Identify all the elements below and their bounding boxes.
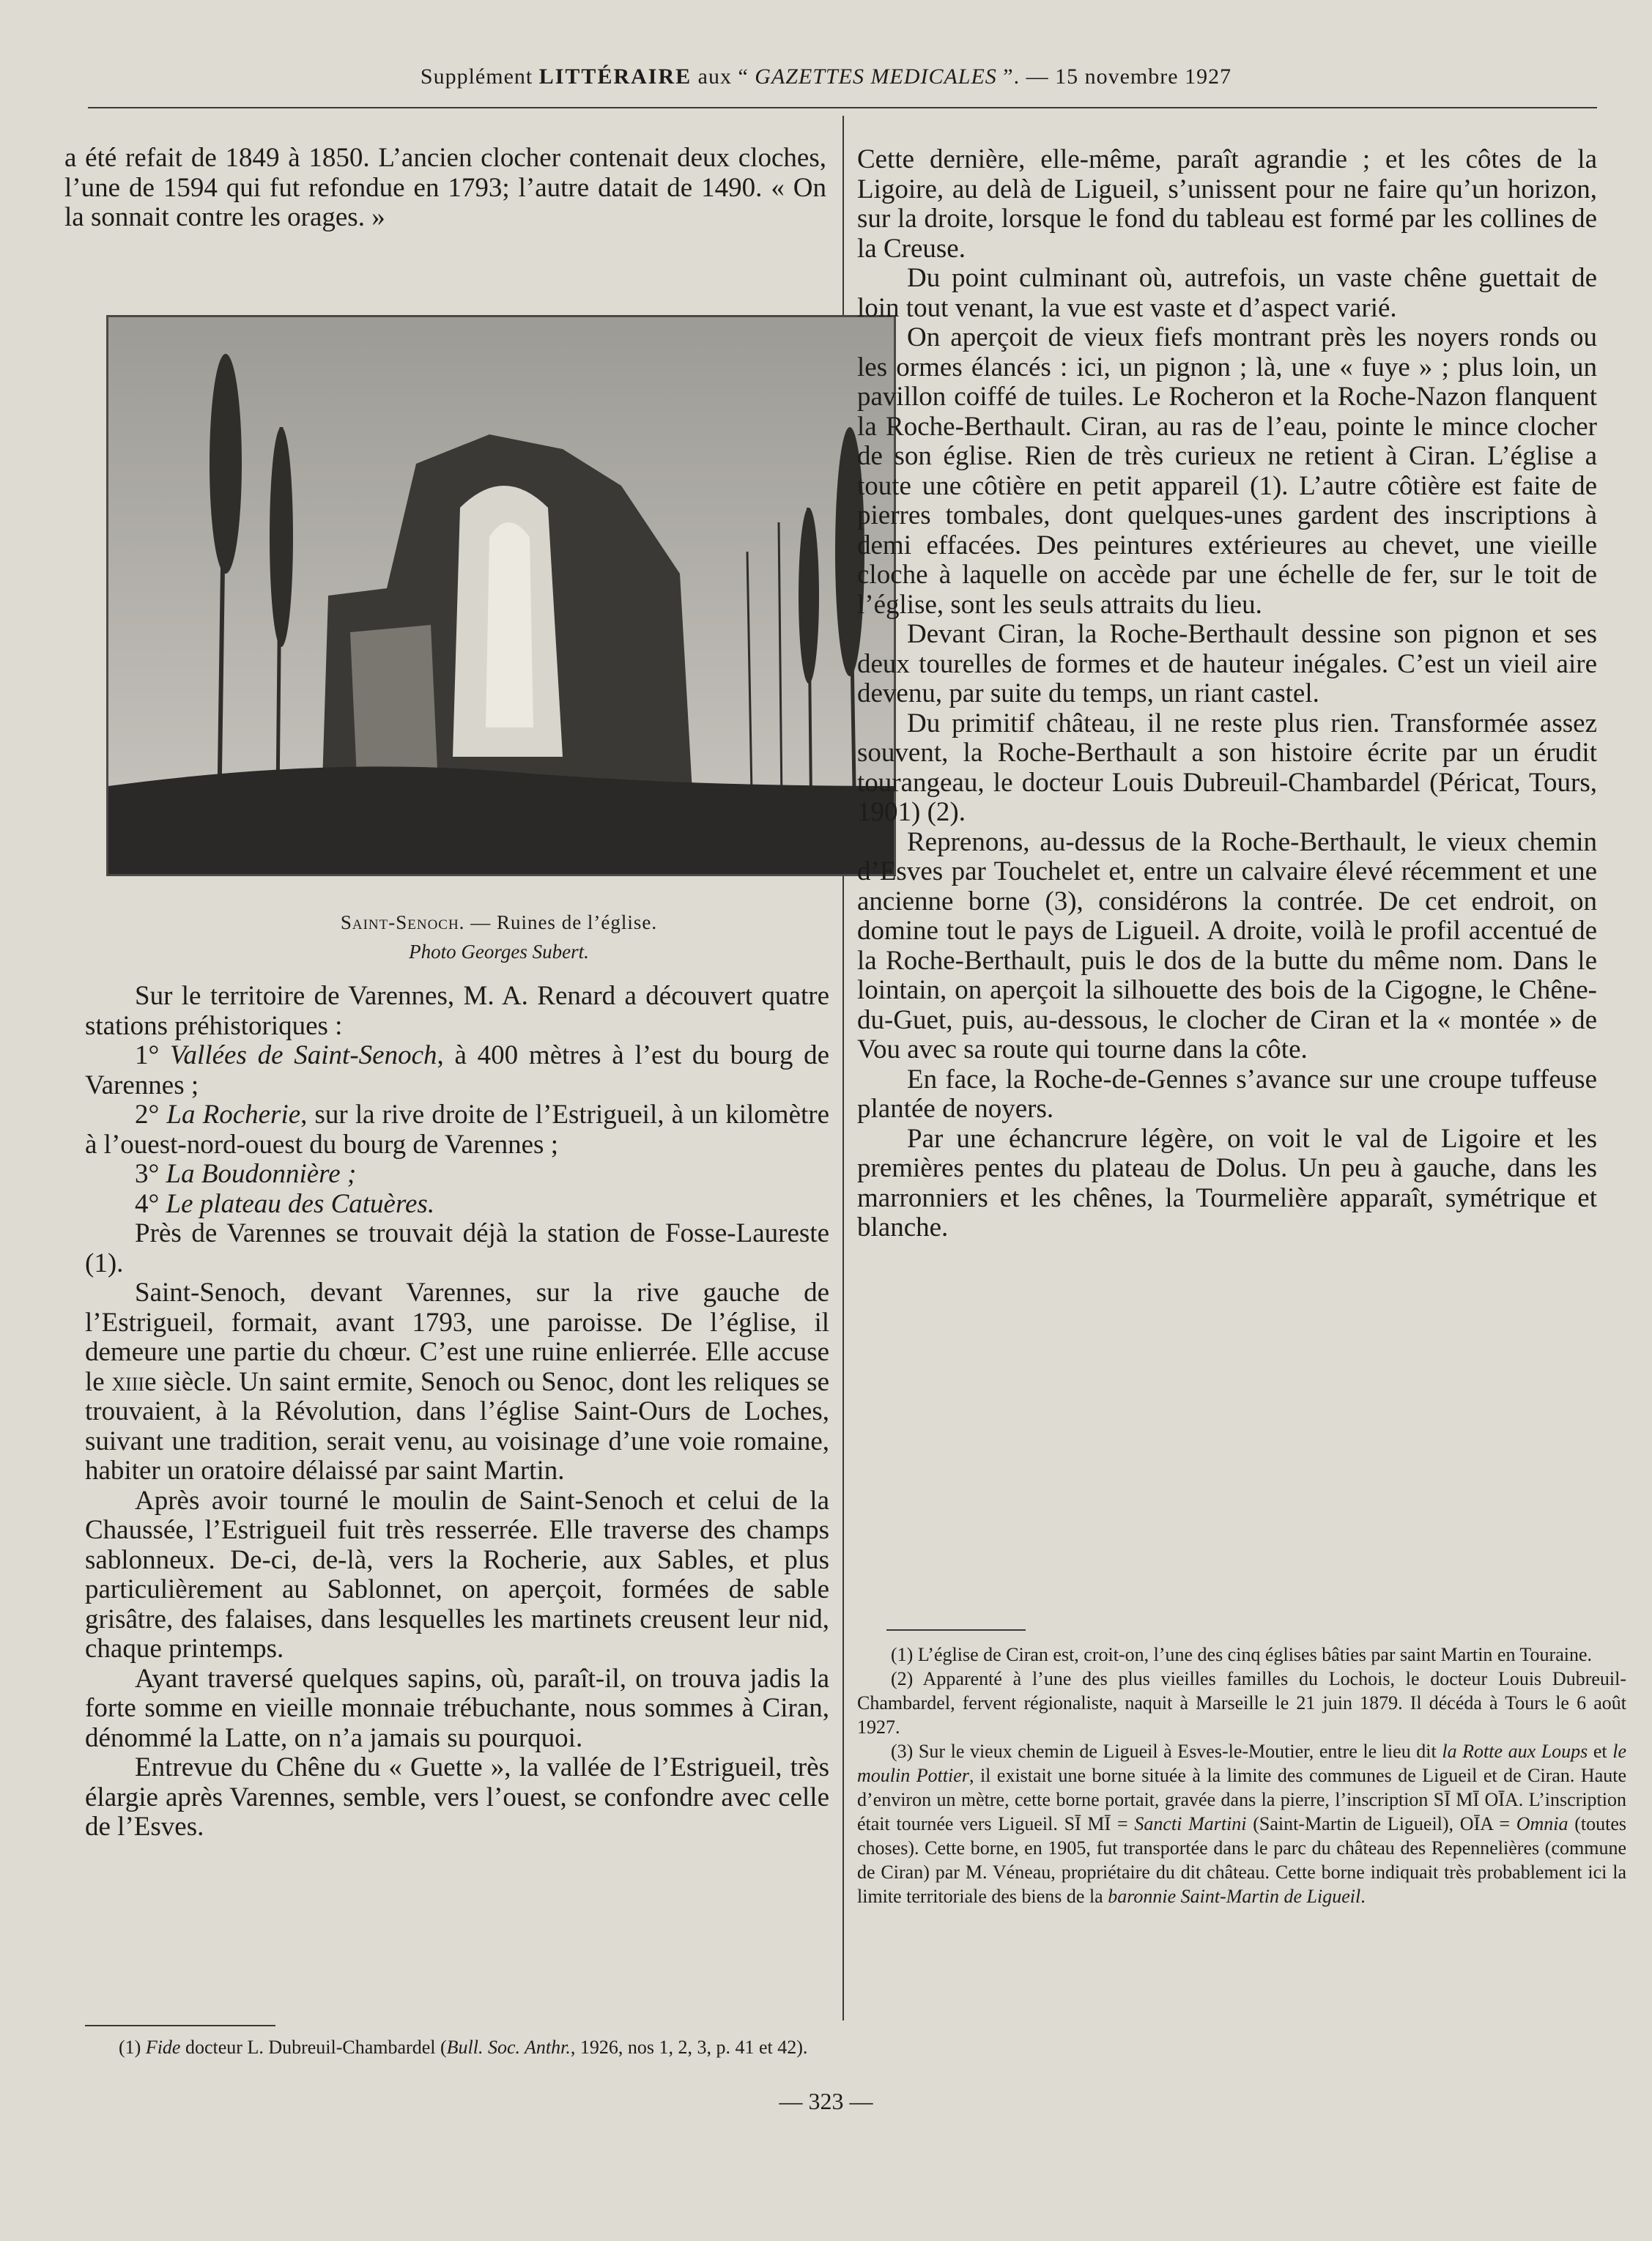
text-run: Sancti Martini bbox=[1134, 1813, 1247, 1834]
list-item bbox=[85, 1190, 829, 1220]
paragraph: On aperçoit de vieux fiefs montrant près les noyers ronds ou les ormes élancés : ici, un pignon ; là, une « fuye » ; plus loin, un pavillon coiffé de tuiles. Le Rocheron et la Roche-Nazon flanquent la Roche-Berthault. Ciran, au ras de l’eau, pointe le mince clocher de son église. Rien de très curieux ne retient à Ciran. L’église a toute une côtière en petit appareil (1). L’autre côtière est faite de pierres tombales, dont quelques-unes gardent des inscriptions à demi effacées. Des peintures extérieures au chevet, une vieille cloche à laquelle on accède par une échelle de fer, sur le toit de l’église, sont les seuls attraits du lieu. bbox=[857, 322, 1597, 620]
footnote-rule-left bbox=[85, 2025, 275, 2026]
list-item bbox=[85, 1100, 829, 1160]
page-number: — 323 — bbox=[779, 2088, 873, 2114]
list-label: 1° bbox=[135, 1040, 171, 1070]
church-ruin-photo bbox=[106, 315, 896, 876]
list-text: , sur la rive droite de l’Estrigueil, à un kilomètre à l’ouest-nord-ouest du bourg de Varennes ; bbox=[85, 1100, 830, 1160]
text-run: et bbox=[1588, 1741, 1613, 1762]
list-place: La Rocherie bbox=[166, 1100, 301, 1130]
left-top-paragraph: a été refait de 1849 à 1850. L’ancien clocher contenait deux cloches, l’une de 1594 qui fut refondue en 1793; l’autre datait de 1490. « On la sonnait contre les orages. » bbox=[64, 143, 826, 232]
photo-credit: Photo Georges Subert. bbox=[409, 941, 589, 963]
text-run: , 1926, nos 1, 2, 3, p. 41 et 42). bbox=[570, 2037, 808, 2058]
text-run: Bull. Soc. Anthr. bbox=[446, 2037, 571, 2058]
footnote: (2) Apparenté à l’une des plus vieilles familles du Lochois, le docteur Louis Dubreuil-Chambardel, fervent régionaliste, naquit à Marseille le 21 juin 1879. Il décéda à Tours le 6 août 1927. bbox=[857, 1668, 1626, 1738]
text-run: (1) bbox=[119, 2037, 146, 2058]
paragraph: Devant Ciran, la Roche-Berthault dessine son pignon et ses deux tourelles de formes et de hauteur inégales. C’est un vieil aire devenu, par suite du temps, un riant castel. bbox=[857, 619, 1597, 708]
text-run: (3) Sur le vieux chemin de Ligueil à Esves-le-Moutier, entre le lieu dit bbox=[891, 1741, 1442, 1762]
paragraph: Ayant traversé quelques sapins, où, paraît-il, on trouva jadis la forte somme en vieille monnaie trébuchante, nous sommes à Ciran, dénommé la Latte, on n’a jamais su pourquoi. bbox=[85, 1663, 829, 1753]
footnotes-right bbox=[857, 1642, 1626, 1908]
footnote bbox=[857, 1739, 1626, 1908]
left-column-top bbox=[64, 144, 826, 233]
header-prefix: Supplément bbox=[420, 64, 539, 89]
text-run: (Saint-Martin de Ligueil), OĪA = bbox=[1246, 1813, 1516, 1834]
list-label: 2° bbox=[135, 1100, 167, 1130]
page-header bbox=[0, 64, 1652, 89]
paragraph: Cette dernière, elle-même, paraît agrandie ; et les côtes de la Ligoire, au delà de Ligueil, s’unissent pour ne faire qu’un horizon, sur la droite, lorsque le fond du tableau est formé par les collines de la Creuse. bbox=[857, 144, 1597, 264]
text-run: Omnia bbox=[1516, 1813, 1568, 1834]
paragraph: Par une échancrure légère, on voit le val de Ligoire et les premières pentes du plateau de Dolus. Un peu à gauche, dans les marronniers et les chênes, la Tourmelière apparaît, symétrique et blanche. bbox=[857, 1123, 1597, 1242]
photo-illustration bbox=[108, 317, 894, 874]
paragraph: Près de Varennes se trouvait déjà la station de Fosse-Laureste (1). bbox=[85, 1218, 829, 1278]
header-gazettes: GAZETTES MEDICALES bbox=[755, 64, 997, 89]
caption-place: Saint-Senoch. bbox=[340, 911, 465, 933]
paragraph: Entrevue du Chêne du « Guette », la vallée de l’Estrigueil, très élargie après Varennes, semble, vers l’ouest, se confondre avec celle de l’Esves. bbox=[85, 1752, 829, 1842]
column-divider-bottom bbox=[842, 995, 844, 2020]
list-text: , à 400 mètres à l’est du bourg de Varennes ; bbox=[85, 1040, 829, 1100]
footnote bbox=[85, 2035, 832, 2059]
text-run: le moulin Pottier bbox=[857, 1741, 1626, 1786]
text-run: . bbox=[1360, 1886, 1366, 1907]
photo-caption bbox=[106, 911, 892, 934]
header-litteraire: LITTÉRAIRE bbox=[538, 64, 692, 89]
footnote: (1) L’église de Ciran est, croit-on, l’une des cinq églises bâties par saint Martin en Touraine. bbox=[891, 1644, 1593, 1665]
century-numeral: xiii bbox=[111, 1366, 145, 1397]
text-run: e siècle. Un saint ermite, Senoch ou Senoc, dont les reliques se trouvaient, à la Révolution, dans l’église Saint-Ours de Loches, suivant une tradition, serait venu, au voisinage d’une voie romaine, habiter un oratoire délaissé par saint Martin. bbox=[85, 1366, 830, 1486]
paragraph bbox=[85, 1278, 829, 1486]
paragraph: Du primitif château, il ne reste plus rien. Transformée assez souvent, la Roche-Berthault a son histoire écrite par un érudit tourangeau, le docteur Louis Dubreuil-Chambardel (Péricat, Tours, 1901) (2). bbox=[857, 708, 1597, 827]
paragraph: En face, la Roche-de-Gennes s’avance sur une croupe tuffeuse plantée de noyers. bbox=[857, 1064, 1597, 1124]
footnote-rule-right bbox=[886, 1629, 1026, 1631]
paragraph: Après avoir tourné le moulin de Saint-Senoch et celui de la Chaussée, l’Estrigueil fuit très resserrée. Elle traverse des champs sablonneux. De-ci, de-là, vers la Rocherie, aux Sables, et plus particulièrement au Sablonnet, on aperçoit, formées de sable grisâtre, des falaises, dans lesquelles les martinets creusent leur nid, chaque printemps. bbox=[85, 1485, 829, 1664]
header-rule bbox=[88, 107, 1597, 108]
paragraph: Du point culminant où, autrefois, un vaste chêne guettait de loin tout venant, la vue est vaste et d’aspect varié. bbox=[857, 263, 1597, 323]
list-label: 4° bbox=[135, 1188, 166, 1219]
list-place: Le plateau des Catuères. bbox=[166, 1188, 435, 1219]
list-item bbox=[85, 1160, 829, 1190]
right-column-main bbox=[857, 145, 1597, 1243]
text-run: la Rotte aux Loups bbox=[1442, 1741, 1588, 1762]
left-column-main bbox=[85, 982, 829, 1842]
paragraph: Reprenons, au-dessus de la Roche-Berthault, le vieux chemin d’Esves par Touchelet et, entre un calvaire élevé récemment et une ancienne borne (3), considérons la contrée. De cet endroit, on domine tout le pays de Ligueil. A droite, voilà le profil accentué de la Roche-Berthault, puis le dos de la butte du même nom. Dans le lointain, on aperçoit la silhouette des bois de la Cigogne, le Chêne-du-Guet, puis, au-dessous, le clocher de Ciran et la « montée » de Vou avec sa route qui tourne dans la côte. bbox=[857, 826, 1597, 1064]
text-run: baronnie Saint-Martin de Ligueil bbox=[1108, 1886, 1361, 1907]
text-run: Saint-Senoch, devant Varennes, sur la rive gauche de l’Estrigueil, formait, avant 1793, une paroisse. De l’église, il demeure une partie du chœur. C’est une ruine enlierrée. Elle accuse le bbox=[85, 1278, 829, 1397]
text-run: , il existait une borne située à la limite des communes de Ligueil et de Ciran. Haute d’environ un mètre, cette borne portait, gravée dans la pierre, l’inscription SĪ MĪ OĪA. L’inscription était tournée vers Ligueil. SĪ MĪ = bbox=[857, 1765, 1626, 1834]
header-mid: aux “ bbox=[692, 64, 755, 89]
list-place: La Boudonnière ; bbox=[166, 1159, 357, 1189]
list-item bbox=[85, 1041, 829, 1100]
header-suffix: ”. — 15 novembre 1927 bbox=[996, 64, 1232, 89]
text-run: Fide bbox=[145, 2037, 181, 2058]
list-place: Vallées de Saint-Senoch bbox=[170, 1040, 437, 1070]
paragraph: Sur le territoire de Varennes, M. A. Renard a découvert quatre stations préhistoriques : bbox=[85, 981, 829, 1041]
text-run: docteur L. Dubreuil-Chambardel ( bbox=[180, 2037, 447, 2058]
footnote-left bbox=[85, 2035, 832, 2059]
list-label: 3° bbox=[135, 1159, 166, 1189]
caption-text: — Ruines de l’église. bbox=[464, 911, 658, 933]
text-run: (toutes choses). Cette borne, en 1905, fut transportée dans le parc du château des Repennelières (commune de Ciran) par M. Véneau, propriétaire du dit château. Cette borne indiquait très probablement ici la limite territoriale des biens de la bbox=[857, 1813, 1627, 1907]
